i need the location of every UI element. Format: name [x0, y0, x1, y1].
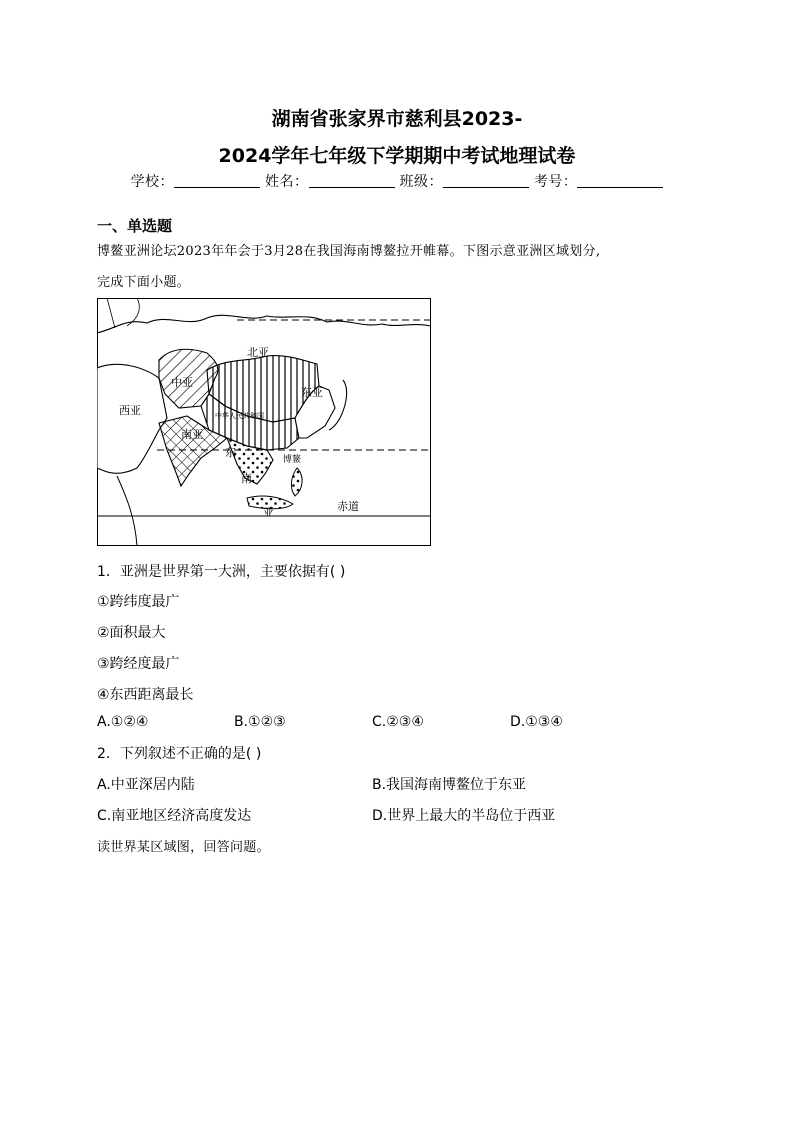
class-label: 班级： — [399, 174, 443, 190]
name-blank — [309, 173, 395, 188]
label-boao: 博鳌 — [283, 455, 302, 465]
asia-region-map — [97, 298, 431, 546]
label-china: 中华人民共和国 — [215, 412, 264, 420]
label-south-asia: 南亚 — [181, 428, 203, 441]
q2-option-b[interactable]: B.我国海南博鳌位于东亚 — [372, 777, 527, 793]
label-east-asia: 东亚 — [301, 386, 323, 399]
q2-stem: 2．下列叙述不正确的是( ) — [97, 746, 262, 762]
class-blank — [443, 173, 529, 188]
q1-stem: 1．亚洲是世界第一大洲，主要依据有( ) — [97, 564, 346, 580]
q2-option-a[interactable]: A.中亚深居内陆 — [97, 777, 195, 793]
label-southeast-1: 东 — [225, 446, 236, 459]
q1-option-b[interactable]: B.①②③ — [234, 714, 286, 730]
school-label: 学校： — [130, 174, 175, 190]
q1-item-4: ④东西距离最长 — [97, 687, 194, 703]
intro2: 读世界某区域图，回答问题。 — [97, 840, 270, 855]
intro-line1: 博鳌亚洲论坛2023年年会于3月28在我国海南博鳌拉开帷幕。下图示意亚洲区域划分, — [97, 244, 601, 259]
name-label: 姓名： — [265, 174, 309, 190]
label-north-asia: 北亚 — [247, 346, 269, 359]
q1-item-2: ②面积最大 — [97, 625, 166, 641]
q1-option-d[interactable]: D.①③④ — [510, 714, 563, 730]
q2-option-d[interactable]: D.世界上最大的半岛位于西亚 — [372, 808, 556, 824]
label-central-asia: 中亚 — [171, 376, 193, 389]
exam-title-line1: 湖南省张家界市慈利县2023- — [271, 108, 523, 130]
student-info-row — [0, 171, 794, 191]
q1-option-a[interactable]: A.①②④ — [97, 714, 149, 730]
q1-option-c[interactable]: C.②③④ — [372, 714, 424, 730]
section-heading: 一、单选题 — [97, 217, 173, 235]
exam-title-line2: 2024学年七年级下学期期中考试地理试卷 — [218, 145, 576, 167]
q1-item-3: ③跨经度最广 — [97, 656, 180, 672]
label-west-asia: 西亚 — [119, 404, 141, 417]
q1-item-1: ①跨纬度最广 — [97, 594, 180, 610]
intro-line2: 完成下面小题。 — [97, 275, 191, 290]
label-southeast-3: 亚 — [263, 506, 274, 519]
q2-option-c[interactable]: C.南亚地区经济高度发达 — [97, 808, 252, 824]
school-blank — [174, 173, 260, 188]
label-equator: 赤道 — [337, 500, 359, 513]
exam-no-blank — [577, 173, 663, 188]
label-southeast-2: 南 — [241, 472, 252, 485]
exam-no-label: 考号： — [533, 174, 578, 190]
